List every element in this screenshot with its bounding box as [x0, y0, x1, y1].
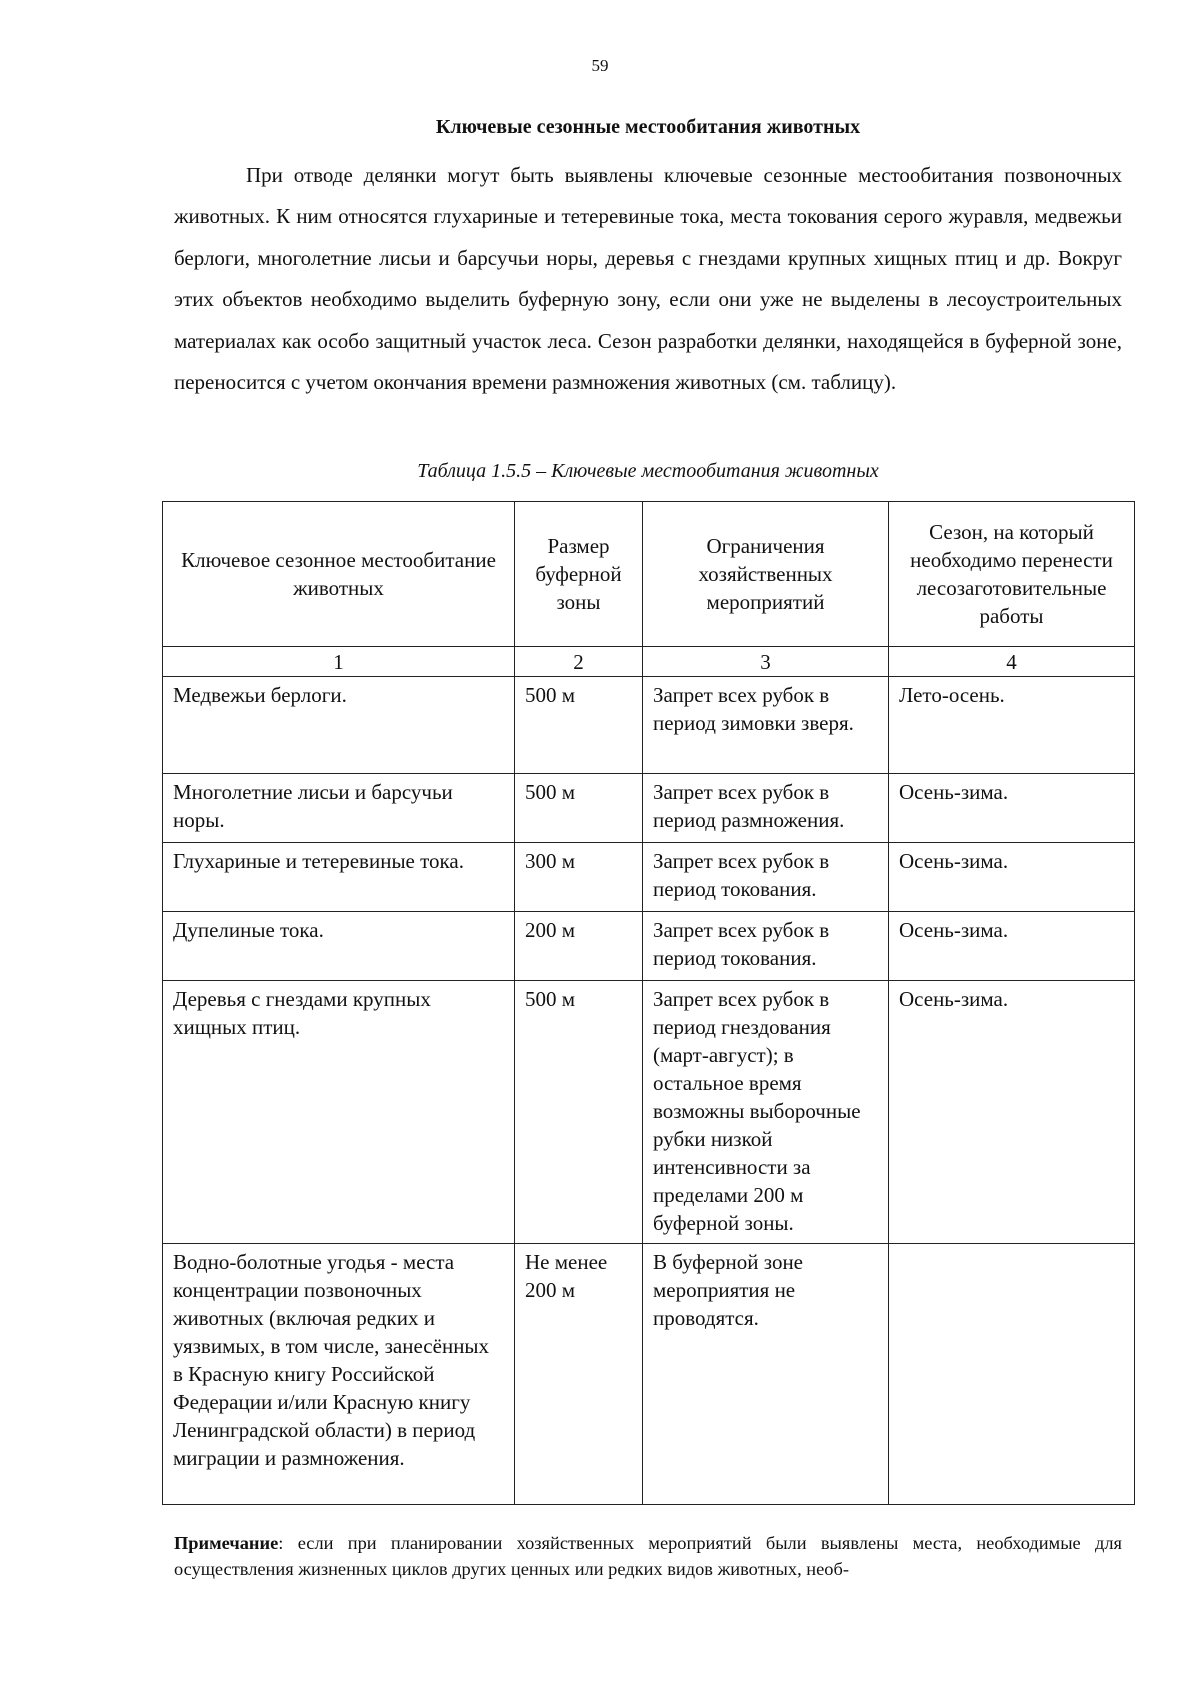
restriction-cell: Запрет всех рубок в период зимовки зверя. [643, 677, 889, 774]
column-header-restriction: Ограничения хозяйственных мероприятий [643, 502, 889, 647]
habitat-cell: Глухариные и тетеревиные тока. [163, 843, 515, 912]
table-row [163, 912, 1135, 981]
season-cell: Осень-зима. [889, 774, 1135, 843]
buffer-cell: 300 м [515, 843, 643, 912]
buffer-cell: 200 м [515, 912, 643, 981]
season-cell: Осень-зима. [889, 912, 1135, 981]
page-number: 59 [591, 56, 609, 75]
restriction-cell: Запрет всех рубок в период токования. [643, 843, 889, 912]
season-cell: Лето-осень. [889, 677, 1135, 774]
table-row [163, 677, 1135, 774]
restriction-cell: Запрет всех рубок в период токования. [643, 912, 889, 981]
restriction-cell: Запрет всех рубок в период размножения. [643, 774, 889, 843]
buffer-cell: 500 м [515, 677, 643, 774]
restriction-cell: В буферной зоне мероприятия не проводятся. [643, 1244, 889, 1505]
habitat-cell: Деревья с гнездами крупных хищных птиц. [163, 981, 515, 1244]
note-label: Примечание [174, 1533, 279, 1553]
section-heading: Ключевые сезонные местообитания животных [435, 116, 861, 138]
column-number: 4 [889, 647, 1135, 677]
column-number: 2 [515, 647, 643, 677]
restriction-cell: Запрет всех рубок в период гнездования (март-август); в остальное время возможны выборочные рубки низкой интенсивности за пределами 200 м буферной зоны. [643, 981, 889, 1244]
column-number: 3 [643, 647, 889, 677]
table-row [163, 774, 1135, 843]
table-row [163, 843, 1135, 912]
table-row [163, 981, 1135, 1244]
column-number-row [163, 647, 1135, 677]
body-paragraph: При отводе делянки могут быть выявлены ключевые сезонные местообитания позвоночных животных. К ним относятся глухариные и тетеревиные тока, места токования серого журавля, медвежьи берлоги, многолетние лисьи и барсучьи норы, деревья с гнездами крупных хищных птиц и др. Вокруг этих объектов необходимо выделить буферную зону, если они уже не выделены в лесоустроительных материалах как особо защитный участок леса. Сезон разработки делянки, находящейся в буферной зоне, переносится с учетом окончания времени размножения животных (см. таблицу). [174, 163, 1122, 395]
buffer-cell: Не менее 200 м [515, 1244, 643, 1505]
habitats-table [162, 501, 1135, 1505]
habitat-cell: Водно-болотные угодья - места концентрации позвоночных животных (включая редких и уязвимых, в том числе, занесённых в Красную книгу Российской Федерации и/или Красную книгу Ленинградской области) в период миграции и размножения. [163, 1244, 515, 1505]
season-cell: Осень-зима. [889, 843, 1135, 912]
table-row [163, 1244, 1135, 1505]
buffer-cell: 500 м [515, 774, 643, 843]
note-text: : если при планировании хозяйственных мероприятий были выявлены места, необходимые для осуществления жизненных циклов других ценных или редких видов животных, необ- [174, 1533, 1122, 1579]
table-caption: Таблица 1.5.5 – Ключевые местообитания животных [417, 460, 879, 482]
season-cell [889, 1244, 1135, 1505]
table-note [174, 1530, 1122, 1582]
column-header-habitat: Ключевое сезонное местообитание животных [163, 502, 515, 647]
column-header-season: Сезон, на который необходимо перенести лесозаготовительные работы [889, 502, 1135, 647]
habitat-cell: Многолетние лисьи и барсучьи норы. [163, 774, 515, 843]
habitat-cell: Медвежьи берлоги. [163, 677, 515, 774]
season-cell: Осень-зима. [889, 981, 1135, 1244]
habitat-cell: Дупелиные тока. [163, 912, 515, 981]
table-header-row [163, 502, 1135, 647]
column-number: 1 [163, 647, 515, 677]
column-header-buffer: Размер буферной зоны [515, 502, 643, 647]
buffer-cell: 500 м [515, 981, 643, 1244]
